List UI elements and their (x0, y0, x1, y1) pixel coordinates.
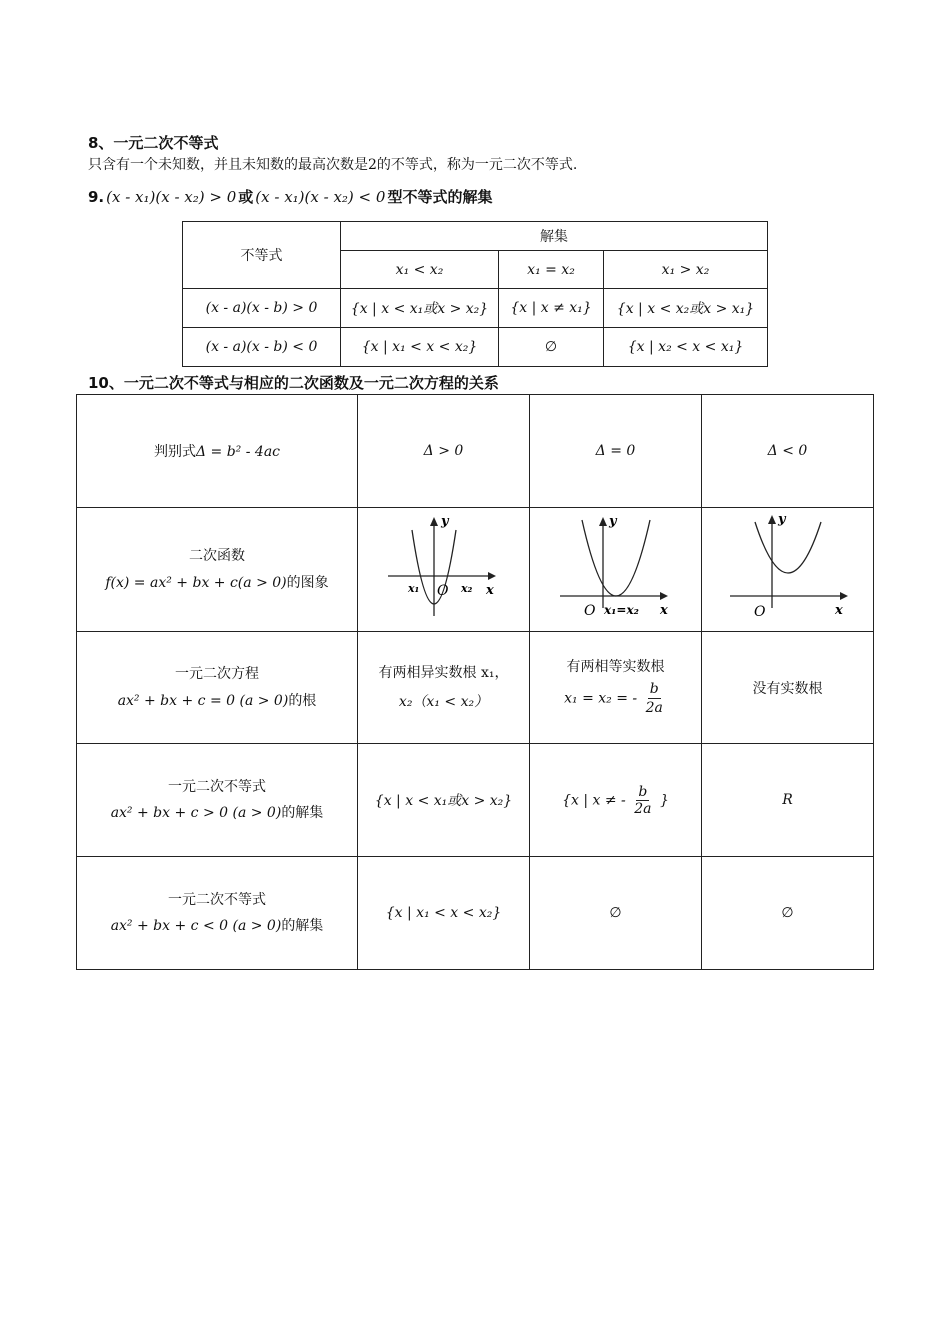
header-cond-less: x₁ < x₂ (341, 251, 499, 289)
cell-graph-one-root (530, 508, 702, 632)
parabola-curve (755, 522, 821, 573)
row-gt-cond-greater: {x | x < x₂或x > x₁} (604, 289, 768, 328)
roots-distinct-line2: x₂（x₁ < x₂） (398, 693, 489, 710)
gt-solution-zero-suffix: } (659, 792, 669, 808)
cell-roots-distinct (358, 632, 530, 744)
x-axis-arrow-icon (660, 592, 668, 600)
cell-roots-equal (530, 632, 702, 744)
inequality-gt-suffix: 的解集 (281, 805, 324, 821)
section-9-expr-gt: (x - x₁)(x - x₂) > 0 (106, 187, 237, 206)
equation-suffix: 的根 (288, 692, 317, 709)
section-8-definition: 只含有一个未知数，并且未知数的最高次数是2的不等式，称为一元二次不等式. (88, 157, 578, 173)
fraction-denominator: 2a (645, 700, 663, 717)
section-9-suffix: 型不等式的解集 (387, 188, 493, 206)
discriminant-expr: Δ = b² - 4ac (195, 444, 281, 460)
row-lt-cond-less: {x | x₁ < x < x₂} (341, 328, 499, 367)
header-inequality: 不等式 (183, 222, 341, 289)
section-9-heading (88, 186, 492, 207)
roots-distinct-line1: 有两相异实数根 x₁， (378, 665, 509, 682)
lt-solution-negative: ∅ (702, 857, 874, 970)
y-axis-arrow-icon (768, 515, 776, 524)
cell-inequality-gt (77, 744, 358, 857)
graph-one-root (530, 508, 701, 627)
inequality-lt-suffix: 的解集 (281, 918, 324, 934)
cell-graph-no-root (702, 508, 874, 632)
row-lt-inequality: (x - a)(x - b) < 0 (183, 328, 341, 367)
section-10-heading: 10、一元二次不等式与相应的二次函数及一元二次方程的关系 (88, 374, 499, 392)
x-axis-arrow-icon (840, 592, 848, 600)
header-cond-greater: x₁ > x₂ (604, 251, 768, 289)
row-gt-inequality: (x - a)(x - b) > 0 (183, 289, 341, 328)
lt-solution-positive: {x | x₁ < x < x₂} (358, 857, 530, 970)
header-delta-zero: Δ = 0 (530, 395, 702, 508)
header-delta-positive: Δ > 0 (358, 395, 530, 508)
solution-set-table (182, 221, 768, 367)
cell-roots-none: 没有实数根 (702, 632, 874, 744)
double-root-label: x₁=x₂ (604, 603, 639, 617)
inequality-gt-label: 一元二次不等式 (168, 778, 266, 795)
gt-solution-positive: {x | x < x₁或x > x₂} (358, 744, 530, 857)
origin-label: O (584, 603, 596, 619)
fraction-numerator: b (638, 783, 648, 800)
cell-graph-two-roots (358, 508, 530, 632)
row-lt-cond-greater: {x | x₂ < x < x₁} (604, 328, 768, 367)
graph-two-roots (358, 508, 529, 627)
inequality-lt-label: 一元二次不等式 (168, 891, 266, 908)
header-cond-equal: x₁ = x₂ (499, 251, 604, 289)
discriminant-label: 判别式 (153, 444, 196, 460)
fraction-denominator: 2a (634, 800, 652, 817)
fraction-numerator: b (648, 680, 661, 699)
row-lt-cond-equal: ∅ (499, 328, 604, 367)
origin-label: O (754, 604, 766, 620)
y-axis-arrow-icon (599, 517, 607, 526)
fraction-b-over-2a (644, 680, 665, 717)
lt-solution-zero: ∅ (530, 857, 702, 970)
gt-solution-zero-prefix: {x | x ≠ - (562, 792, 626, 808)
header-solution-set: 解集 (341, 222, 768, 251)
gt-solution-zero (530, 744, 702, 857)
parabola-curve (582, 520, 650, 596)
graph-no-root (702, 508, 873, 627)
relation-table (76, 394, 874, 970)
roots-equal-prefix: x₁ = x₂ = - (564, 690, 638, 707)
origin-label: O (437, 583, 449, 599)
gt-solution-negative: R (702, 744, 874, 857)
root-x2-label: x₂ (461, 582, 473, 595)
function-label: 二次函数 (189, 548, 245, 565)
equation-expr: ax² + bx + c = 0 (a > 0) (117, 692, 289, 709)
fraction-b-over-2a (632, 784, 653, 817)
row-gt-cond-equal: {x | x ≠ x₁} (499, 289, 604, 328)
cell-quadratic-function (77, 508, 358, 632)
function-suffix: 的图象 (286, 574, 329, 591)
section-8-heading: 8、一元二次不等式 (88, 134, 219, 152)
inequality-gt-expr: ax² + bx + c > 0 (a > 0) (110, 805, 282, 821)
section-9-or: 或 (238, 188, 254, 206)
section-9-number: 9. (88, 187, 105, 206)
section-9-expr-lt: (x - x₁)(x - x₂) < 0 (255, 187, 386, 206)
root-x1-label: x₁ (408, 582, 420, 595)
x-axis-label: x (486, 583, 494, 598)
function-expr: f(x) = ax² + bx + c(a > 0) (105, 574, 287, 591)
x-axis-arrow-icon (488, 572, 496, 580)
cell-discriminant (77, 395, 358, 508)
row-gt-cond-less: {x | x < x₁或x > x₂} (341, 289, 499, 328)
y-axis-label: y (778, 512, 786, 527)
cell-inequality-lt (77, 857, 358, 970)
x-axis-label: x (660, 603, 668, 618)
header-delta-negative: Δ < 0 (702, 395, 874, 508)
inequality-lt-expr: ax² + bx + c < 0 (a > 0) (110, 918, 282, 934)
equation-label: 一元二次方程 (175, 666, 259, 683)
y-axis-arrow-icon (430, 517, 438, 526)
y-axis-label: y (441, 514, 449, 529)
y-axis-label: y (609, 514, 617, 529)
cell-quadratic-equation (77, 632, 358, 744)
x-axis-label: x (835, 603, 843, 618)
roots-equal-line1: 有两相等实数根 (566, 658, 665, 675)
